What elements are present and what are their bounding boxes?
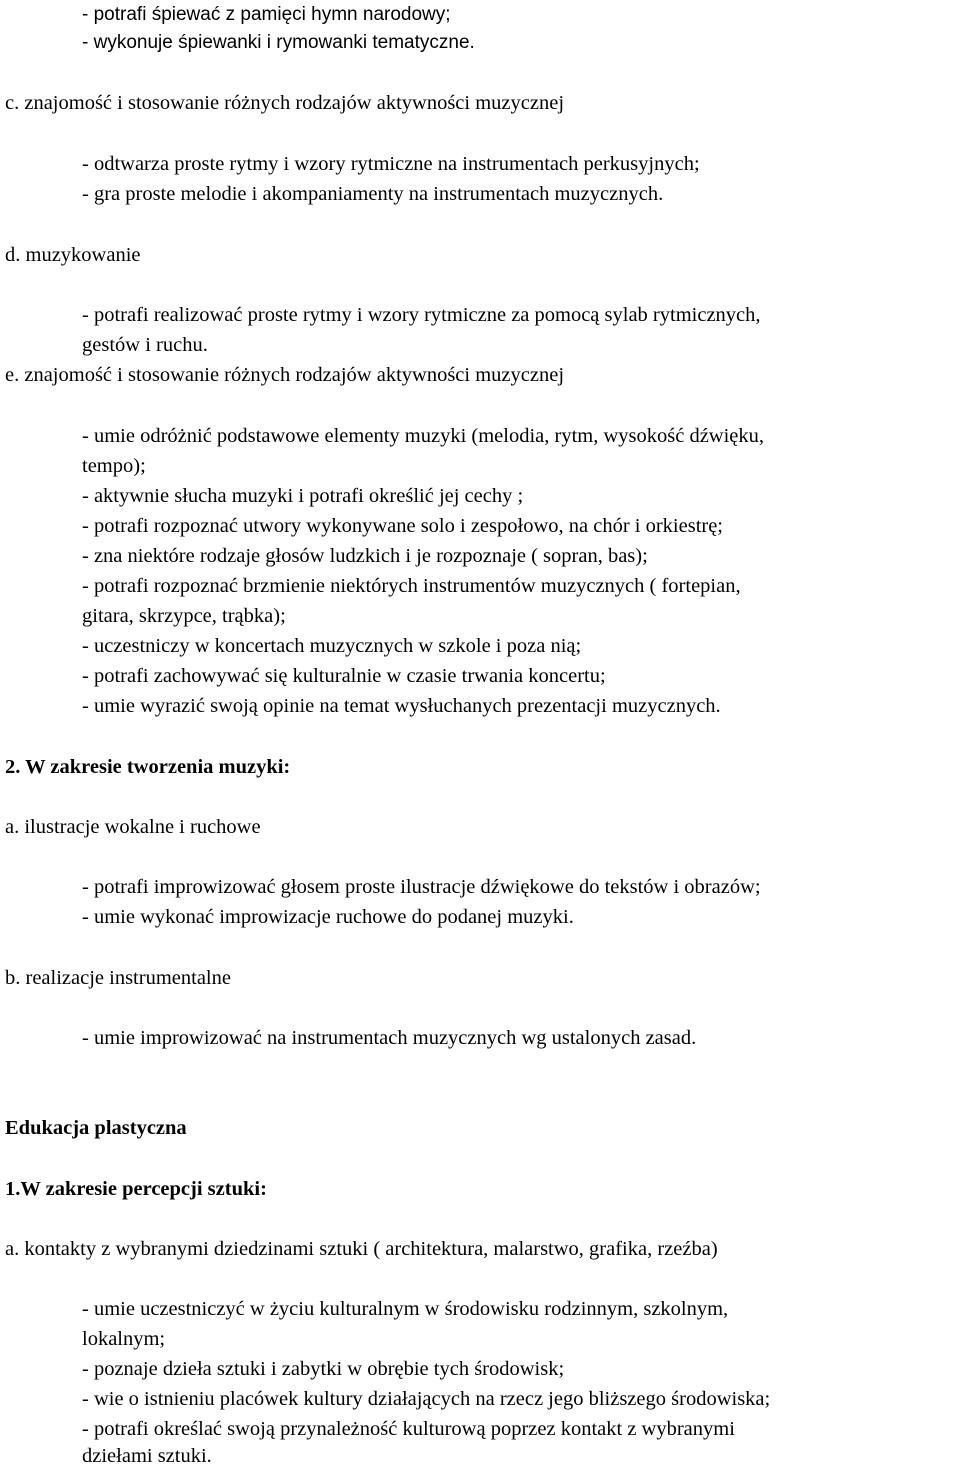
list-item: - aktywnie słucha muzyki i potrafi określić jej cechy ; — [82, 485, 524, 507]
subsection-heading-c: c. znajomość i stosowanie różnych rodzajów aktywności muzycznej — [5, 92, 565, 114]
list-item: - wie o istnieniu placówek kultury działających na rzecz jego bliższego środowiska; — [82, 1388, 771, 1410]
list-item: - potrafi rozpoznać brzmienie niektórych instrumentów muzycznych ( fortepian, — [82, 575, 741, 597]
list-item: - potrafi zachowywać się kulturalnie w czasie trwania koncertu; — [82, 665, 606, 687]
list-item: - umie wyrazić swoją opinie na temat wysłuchanych prezentacji muzycznych. — [82, 695, 721, 717]
list-item: - potrafi określać swoją przynależność kulturową poprzez kontakt z wybranymi — [82, 1418, 735, 1440]
list-item: - poznaje dzieła sztuki i zabytki w obrębie tych środowisk; — [82, 1358, 565, 1380]
list-item: - gra proste melodie i akompaniamenty na instrumentach muzycznych. — [82, 183, 664, 205]
list-item: - zna niektóre rodzaje głosów ludzkich i je rozpoznaje ( sopran, bas); — [82, 545, 648, 567]
list-item: - umie uczestniczyć w życiu kulturalnym w środowisku rodzinnym, szkolnym, — [82, 1298, 729, 1320]
list-item: - odtwarza proste rytmy i wzory rytmiczne na instrumentach perkusyjnych; — [82, 153, 700, 175]
list-item: gitara, skrzypce, trąbka); — [82, 605, 286, 627]
list-item: - uczestniczy w koncertach muzycznych w szkole i poza nią; — [82, 635, 582, 657]
subsection-heading-a: a. kontakty z wybranymi dziedzinami sztuki ( architektura, malarstwo, grafika, rzeźba) — [5, 1238, 718, 1260]
list-item: tempo); — [82, 455, 146, 477]
list-item: gestów i ruchu. — [82, 334, 208, 356]
list-item: dziełami sztuki. — [82, 1445, 212, 1467]
subsection-heading-d: d. muzykowanie — [5, 244, 141, 266]
list-item: - umie odróżnić podstawowe elementy muzyki (melodia, rytm, wysokość dźwięku, — [82, 425, 765, 447]
subsection-heading-a: a. ilustracje wokalne i ruchowe — [5, 816, 261, 838]
list-item: - umie wykonać improwizacje ruchowe do podanej muzyki. — [82, 906, 574, 928]
section-heading: 2. W zakresie tworzenia muzyki: — [5, 756, 291, 778]
section-heading: 1.W zakresie percepcji sztuki: — [5, 1178, 267, 1200]
list-item: - potrafi improwizować głosem proste ilustracje dźwiękowe do tekstów i obrazów; — [82, 876, 761, 898]
list-item: lokalnym; — [82, 1328, 166, 1350]
subsection-heading-b: b. realizacje instrumentalne — [5, 967, 231, 989]
list-item: - potrafi rozpoznać utwory wykonywane solo i zespołowo, na chór i orkiestrę; — [82, 515, 724, 537]
list-item: - potrafi śpiewać z pamięci hymn narodowy; — [82, 4, 451, 25]
list-item: - wykonuje śpiewanki i rymowanki tematyczne. — [82, 32, 475, 53]
list-item: - umie improwizować na instrumentach muzycznych wg ustalonych zasad. — [82, 1027, 697, 1049]
subsection-heading-e: e. znajomość i stosowanie różnych rodzajów aktywności muzycznej — [5, 364, 565, 386]
page-section-title: Edukacja plastyczna — [5, 1117, 187, 1139]
list-item: - potrafi realizować proste rytmy i wzory rytmiczne za pomocą sylab rytmicznych, — [82, 304, 761, 326]
